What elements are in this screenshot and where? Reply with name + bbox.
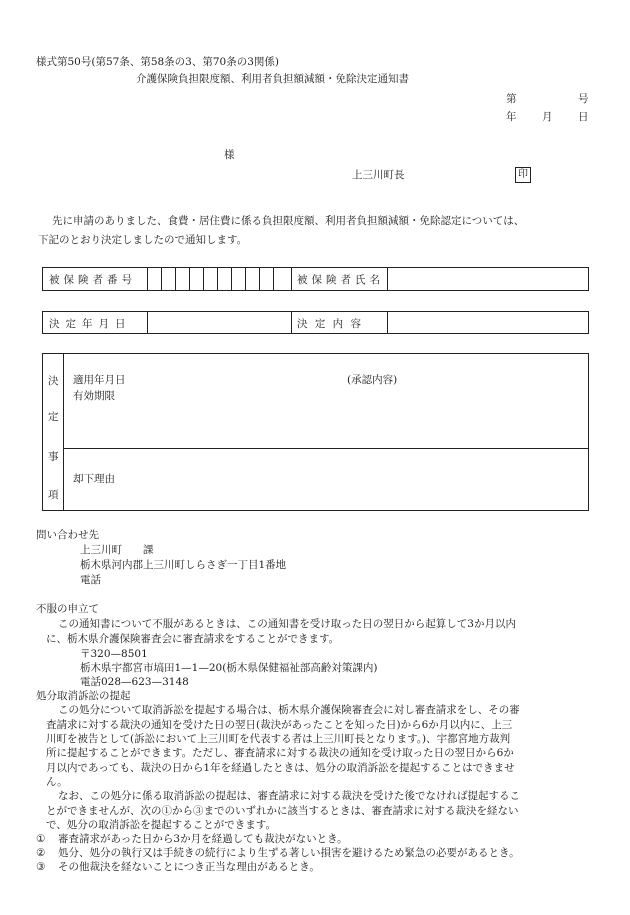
reject-reason-label: 却下理由 bbox=[73, 473, 115, 485]
list-item-1-mark: ① bbox=[36, 833, 46, 845]
lawsuit-line-6: ん。 bbox=[46, 776, 68, 788]
form-number: 様式第50号(第57条、第58条の3、第70条の3関係) bbox=[36, 56, 279, 68]
lawsuit-line-3: 川町を被告として(訴訟において上三川町を代表する者は上三川町長となります。)、宇都宮地方裁判 bbox=[46, 733, 511, 745]
appeal-line-1: この通知書について不服があるときは、この通知書を受け取った日の翌日から起算して3か月以内 bbox=[58, 618, 516, 630]
list-item-3-mark: ③ bbox=[36, 861, 46, 873]
approval-content-label: (承認内容) bbox=[347, 374, 398, 386]
date-day: 日 bbox=[578, 111, 589, 123]
apply-date-label: 適用年月日 bbox=[73, 374, 126, 386]
lawsuit-line-2: 査請求に対する裁決の通知を受けた日の翌日(裁決があったことを知った日)から6か月以内に、上三 bbox=[46, 719, 513, 731]
appeal-line-2: に、栃木県介護保険審査会に審査請求をすることができます。 bbox=[46, 633, 340, 645]
side-char-1: 決 bbox=[48, 375, 59, 387]
lawsuit-line-7: なお、この処分に係る取消訴訟の提起は、審査請求に対する裁決を受けた後でなければ提起するこ bbox=[58, 790, 520, 802]
valid-period-label: 有効期限 bbox=[73, 390, 115, 402]
decision-date-label: 決定年月日 bbox=[49, 318, 132, 330]
decision-content-label: 決 定 内 容 bbox=[297, 318, 364, 330]
contact-heading: 問い合わせ先 bbox=[36, 529, 99, 541]
lawsuit-line-4: 所に提起することができます。ただし、審査請求に対する裁決の通知を受け取った日の翌日から6か bbox=[46, 747, 514, 759]
recipient-sama: 様 bbox=[224, 149, 235, 161]
insured-number-label: 被保険者番号 bbox=[49, 274, 136, 286]
side-char-3: 事 bbox=[48, 451, 59, 463]
seal-mark: 印 bbox=[515, 167, 531, 183]
date-month: 月 bbox=[542, 111, 553, 123]
number-go: 号 bbox=[578, 93, 589, 105]
side-char-2: 定 bbox=[48, 411, 59, 423]
intro-line-2: 下記のとおり決定しましたので通知します。 bbox=[38, 234, 248, 246]
side-char-4: 項 bbox=[48, 489, 59, 501]
decision-details-box bbox=[42, 353, 589, 511]
lawsuit-line-1: この処分について取消訴訟を提起する場合は、栃木県介護保険審査会に対し審査請求をし、その審 bbox=[58, 704, 520, 716]
contact-address: 栃木県河内郡上三川町しらさぎ一丁目1番地 bbox=[80, 559, 287, 571]
list-item-1-text: 審査請求があった日から3か月を経過しても裁決がないとき。 bbox=[58, 833, 348, 845]
lawsuit-line-8: とができませんが、次の①から③までのいずれかに該当するときは、審査請求に対する裁決を経ない bbox=[46, 805, 519, 817]
lawsuit-line-5: 月以内であっても、裁決の日から1年を経過したときは、処分の取消訴訟を提起することはできませ bbox=[46, 762, 515, 774]
decision-row bbox=[42, 311, 589, 334]
insured-info-row bbox=[42, 267, 589, 291]
list-item-3-text: その他裁決を経ないことにつき正当な理由があるとき。 bbox=[58, 861, 320, 873]
mayor-name: 上三川町長 bbox=[352, 169, 405, 181]
insured-name-label: 被保険者氏名 bbox=[297, 274, 384, 286]
contact-office: 上三川町 課 bbox=[80, 544, 154, 556]
number-dai: 第 bbox=[506, 93, 517, 105]
lawsuit-heading: 処分取消訴訟の提起 bbox=[36, 690, 131, 702]
appeal-zip: 〒320—8501 bbox=[80, 648, 148, 660]
list-item-2-mark: ② bbox=[36, 847, 46, 859]
intro-line-1: 先に申請のありました、食費・居住費に係る負担限度額、利用者負担額減額・免除認定については、 bbox=[52, 215, 525, 227]
list-item-2-text: 処分、処分の執行又は手続きの続行により生ずる著しい損害を避けるため緊急の必要があるとき。 bbox=[58, 847, 520, 859]
lawsuit-line-9: で、処分の取消訴訟を提起することができます。 bbox=[46, 819, 276, 831]
date-year: 年 bbox=[506, 111, 517, 123]
appeal-address: 栃木県宇都宮市塙田1—1—20(栃木県保健福祉部高齢対策課内) bbox=[80, 662, 378, 674]
document-title: 介護保険負担限度額、利用者負担額減額・免除決定通知書 bbox=[136, 73, 409, 85]
appeal-heading: 不服の申立て bbox=[36, 603, 99, 615]
contact-phone: 電話 bbox=[80, 574, 101, 586]
appeal-phone: 電話028—623—3148 bbox=[80, 676, 189, 688]
